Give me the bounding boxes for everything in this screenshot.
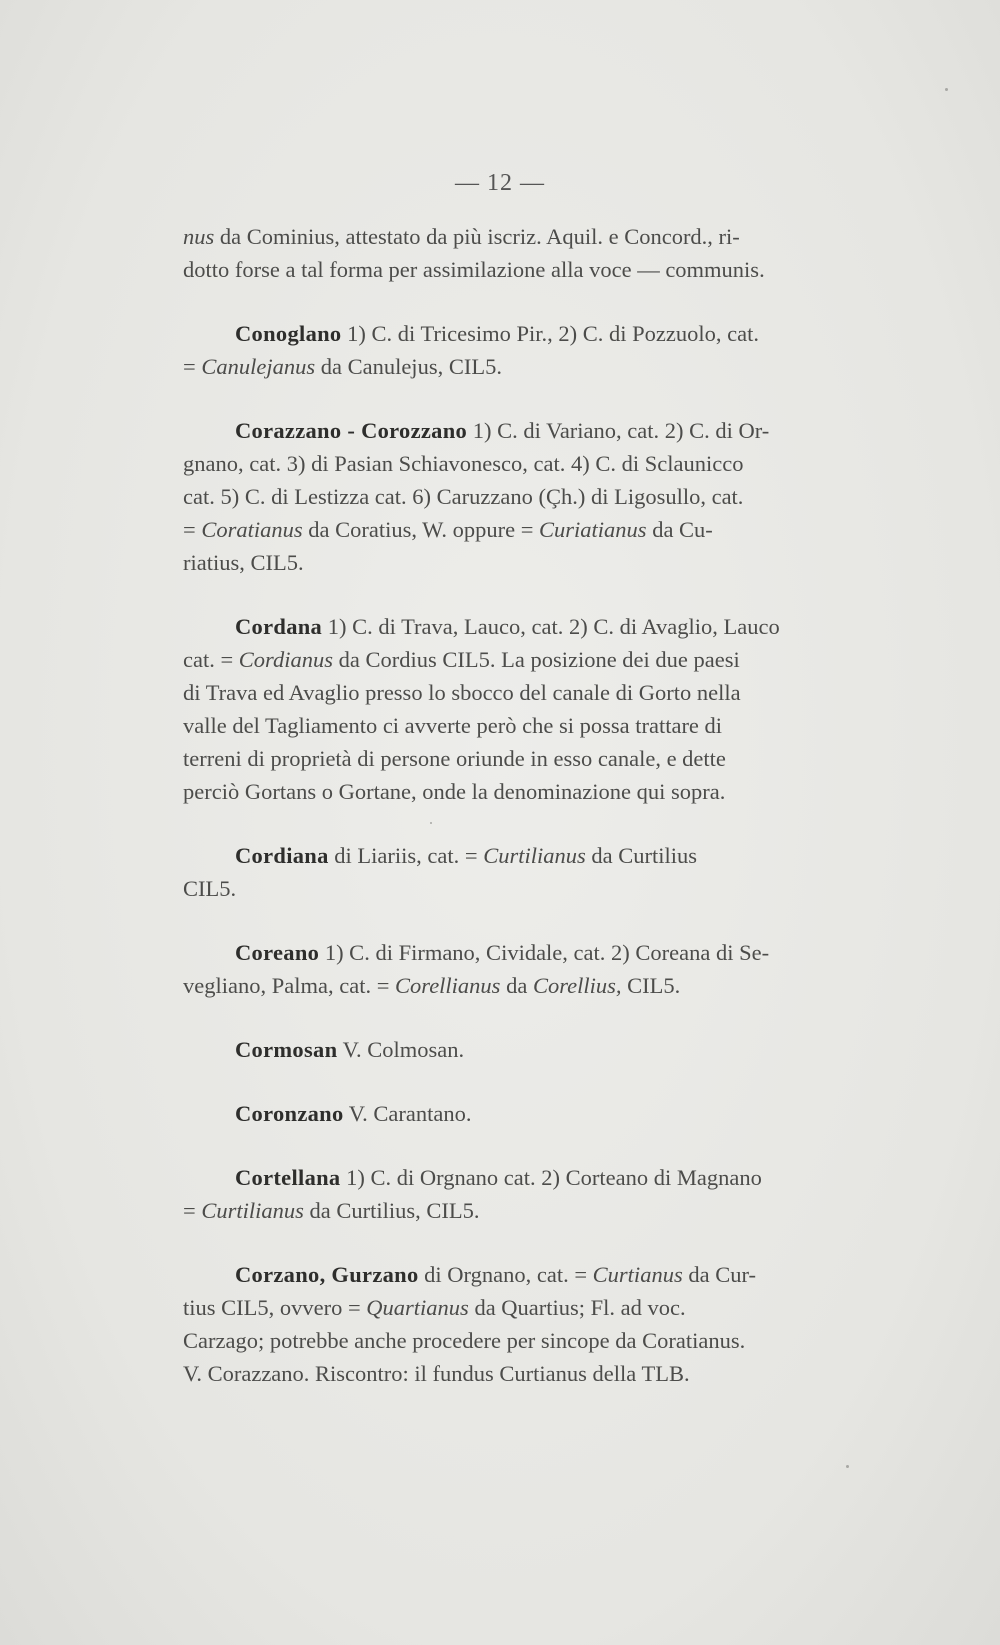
page-number: — 12 — [455, 170, 545, 196]
text-line [131, 1194, 883, 1227]
text-span: 1) C. di Tricesimo Pir., 2) C. di Pozzuolo, cat. [341, 321, 759, 346]
text-line [131, 969, 883, 1002]
text-span: tius CIL5, ovvero = [183, 1295, 367, 1320]
text-span: da Cur- [682, 1262, 756, 1287]
paper-speck [430, 822, 432, 824]
text-span: di Orgnano, cat. = [418, 1262, 593, 1287]
text-line [131, 1324, 883, 1357]
text-span: V. Corazzano. Riscontro: il fundus Curtianus della TLB. [183, 1361, 690, 1386]
entry-continuation [183, 220, 883, 286]
latin-name: Quartianus [366, 1295, 469, 1320]
text-line [183, 1258, 883, 1291]
text-line [131, 676, 883, 709]
dictionary-entry [183, 1258, 883, 1390]
dictionary-entry [183, 610, 883, 808]
text-line [131, 350, 883, 383]
text-line [131, 709, 883, 742]
dictionary-entry [183, 1161, 883, 1227]
text-line [183, 220, 883, 253]
headword: Cordiana [235, 843, 329, 868]
latin-name: Corellius, [532, 973, 622, 998]
text-line [131, 546, 883, 579]
text-span: cat. = [183, 647, 239, 672]
dictionary-entry [183, 839, 883, 905]
paper-speck [945, 88, 948, 91]
headword: Corzano, Gurzano [235, 1262, 419, 1287]
headword: Conoglano [235, 321, 342, 346]
text-line [131, 643, 883, 676]
text-span: da Curtilius [585, 843, 697, 868]
latin-name: Curiatianus [539, 517, 647, 542]
text-line [131, 447, 883, 480]
text-span: da Quartius; Fl. ad voc. [468, 1295, 686, 1320]
text-span: da [500, 973, 533, 998]
text-line [183, 253, 883, 286]
text-line [131, 1291, 883, 1324]
dictionary-entry [183, 1097, 883, 1130]
paper-speck [846, 1465, 849, 1468]
dictionary-entry [183, 1033, 883, 1066]
text-line [131, 775, 883, 808]
text-line [131, 872, 883, 905]
text-span: da Coratius, W. oppure = [302, 517, 540, 542]
text-line [183, 839, 883, 872]
text-span: da Canulejus, CIL5. [315, 354, 502, 379]
text-span: perciò Gortans o Gortane, onde la denominazione qui sopra. [183, 779, 726, 804]
text-body [183, 220, 883, 1421]
text-span: CIL5. [183, 876, 237, 901]
headword: Cormosan [235, 1037, 338, 1062]
text-line [183, 1033, 883, 1066]
text-span: = [183, 517, 202, 542]
latin-name: Cordianus [238, 647, 333, 672]
text-span: valle del Tagliamento ci avverte però che si possa trattare di [183, 713, 723, 738]
text-line [183, 936, 883, 969]
headword: Coronzano [235, 1101, 344, 1126]
latin-name: nus [183, 224, 215, 249]
dictionary-entry [183, 936, 883, 1002]
text-span: 1) C. di Firmano, Cividale, cat. 2) Coreana di Se- [319, 940, 770, 965]
text-span: cat. 5) C. di Lestizza cat. 6) Caruzzano (Çh.) di Ligosullo, cat. [183, 484, 744, 509]
text-span: = [183, 354, 202, 379]
text-span: gnano, cat. 3) di Pasian Schiavonesco, cat. 4) C. di Sclaunicco [183, 451, 744, 476]
text-line [131, 1357, 883, 1390]
text-span: da Curtilius, CIL5. [303, 1198, 480, 1223]
text-span: di Trava ed Avaglio presso lo sbocco del canale di Gorto nella [183, 680, 741, 705]
text-span: terreni di proprietà di persone oriunde in esso canale, e dette [183, 746, 726, 771]
text-line [183, 1161, 883, 1194]
text-span: V. Colmosan. [337, 1037, 465, 1062]
text-line [131, 480, 883, 513]
text-span: CIL5. [621, 973, 681, 998]
text-line [131, 513, 883, 546]
text-span: V. Carantano. [343, 1101, 472, 1126]
text-span: Carzago; potrebbe anche procedere per sincope da Coratianus. [183, 1328, 746, 1353]
text-span: 1) C. di Orgnano cat. 2) Corteano di Magnano [340, 1165, 762, 1190]
text-span: = [183, 1198, 202, 1223]
headword: Corazzano - Corozzano [235, 418, 468, 443]
latin-name: Canulejanus [201, 354, 316, 379]
text-span: dotto forse a tal forma per assimilazione alla voce — communis. [183, 257, 765, 282]
latin-name: Corellianus [395, 973, 501, 998]
headword: Cordana [235, 614, 323, 639]
dictionary-entry [183, 317, 883, 383]
text-span: di Liariis, cat. = [328, 843, 484, 868]
text-span: da Cominius, attestato da più iscriz. Aquil. e Concord., ri- [214, 224, 740, 249]
text-line [183, 610, 883, 643]
text-line [183, 317, 883, 350]
latin-name: Curtianus [592, 1262, 683, 1287]
text-span: riatius, CIL5. [183, 550, 304, 575]
headword: Cortellana [235, 1165, 341, 1190]
text-span: 1) C. di Variano, cat. 2) C. di Or- [467, 418, 770, 443]
latin-name: Curtilianus [483, 843, 586, 868]
text-span: da Cu- [646, 517, 713, 542]
text-line [183, 1097, 883, 1130]
text-span: 1) C. di Trava, Lauco, cat. 2) C. di Avaglio, Lauco [322, 614, 780, 639]
text-line [183, 414, 883, 447]
latin-name: Coratianus [201, 517, 303, 542]
text-line [131, 742, 883, 775]
text-span: vegliano, Palma, cat. = [183, 973, 396, 998]
headword: Coreano [235, 940, 320, 965]
latin-name: Curtilianus [201, 1198, 304, 1223]
text-span: da Cordius CIL5. La posizione dei due paesi [332, 647, 740, 672]
dictionary-entry [183, 414, 883, 579]
